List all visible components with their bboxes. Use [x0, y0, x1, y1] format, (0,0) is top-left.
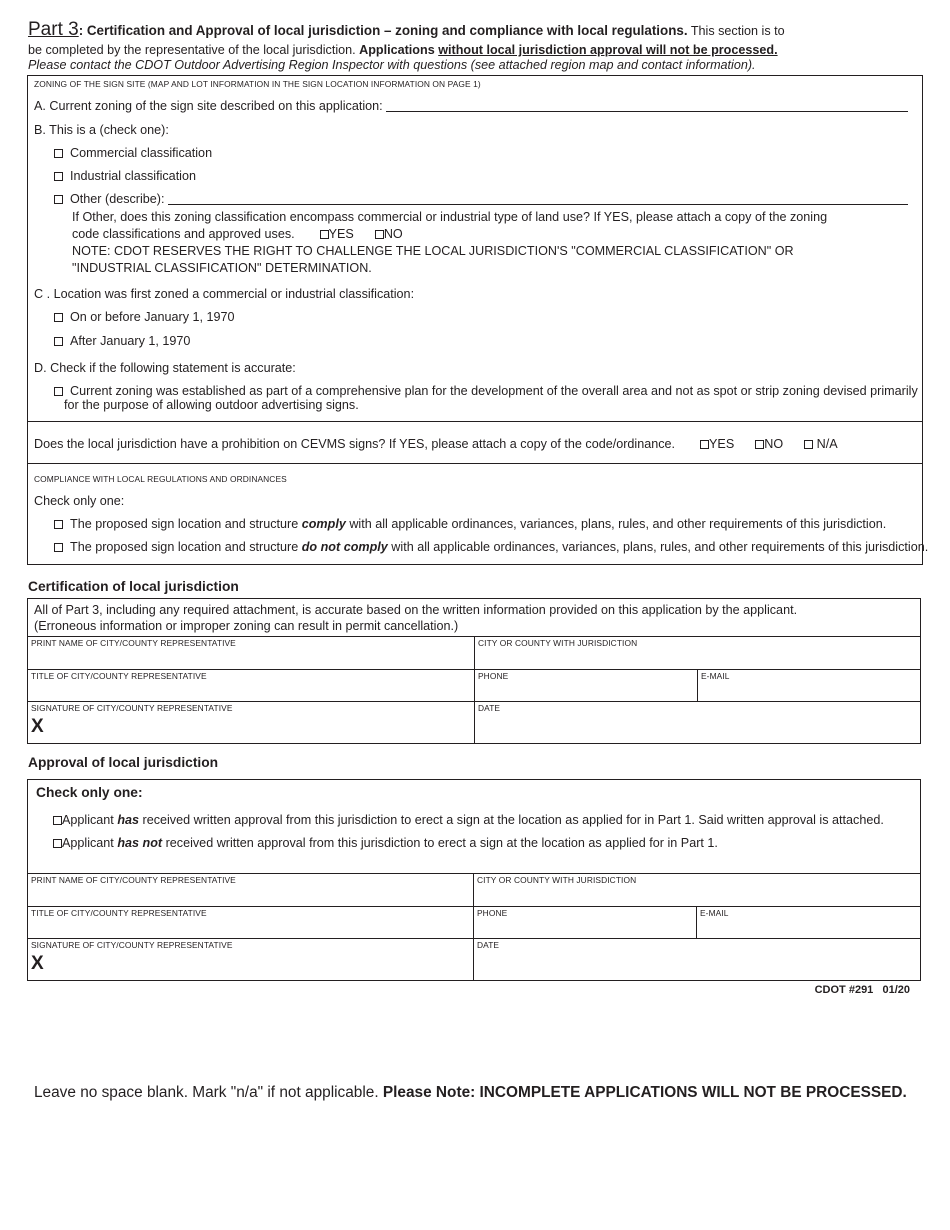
appr-signature-field[interactable]: SIGNATURE OF CITY/COUNTY REPRESENTATIVE: [31, 940, 233, 950]
appr-city-county-field[interactable]: CITY OR COUNTY WITH JURISDICTION: [477, 875, 637, 885]
approval-check-only: Check only one:: [36, 785, 143, 800]
part-number: Part 3: [28, 19, 79, 40]
appr-date-field[interactable]: DATE: [477, 940, 500, 950]
certification-title: Certification of local jurisdiction: [28, 579, 239, 594]
cevms-question: Does the local jurisdiction have a prohibition on CEVMS signs? If YES, please attach a copy of the code/ordinance. YES NO N/A: [34, 437, 838, 451]
cert-signature-field[interactable]: SIGNATURE OF CITY/COUNTY REPRESENTATIVE: [31, 703, 233, 713]
header-line-2: be completed by the representative of the local jurisdiction. Applications without local jurisdiction approval will not be processed.: [28, 43, 778, 57]
checkbox[interactable]: [804, 440, 813, 449]
divider: [696, 906, 697, 938]
approval-title: Approval of local jurisdiction: [28, 755, 219, 770]
divider: [27, 873, 921, 874]
cevms-yes-option[interactable]: YES: [700, 437, 734, 451]
divider: [697, 669, 698, 701]
option-has-not-approval[interactable]: Applicant has not received written approval from this jurisdiction to erect a sign at the location as applied for in Part 1.: [53, 835, 718, 851]
option-has-approval[interactable]: Applicant has received written approval from this jurisdiction to erect a sign at the location as applied for in Part 1. Said written approval is attached.: [53, 812, 884, 828]
checkbox[interactable]: [375, 230, 384, 239]
part-title-tail: This section is to: [687, 24, 785, 38]
cevms-na-option[interactable]: N/A: [804, 437, 838, 451]
zoning-heading: ZONING OF THE SIGN SITE (MAP AND LOT INFORMATION IN THE SIGN LOCATION INFORMATION ON PAGE 1): [34, 79, 481, 89]
checkbox[interactable]: [755, 440, 764, 449]
checkbox[interactable]: [54, 172, 63, 181]
appr-phone-field[interactable]: PHONE: [477, 908, 508, 918]
option-comply[interactable]: The proposed sign location and structure comply with all applicable ordinances, variances, plans, rules, and other requirements of this jurisdiction.: [54, 516, 886, 532]
checkbox[interactable]: [700, 440, 709, 449]
divider: [473, 873, 474, 981]
appr-title-field[interactable]: TITLE OF CITY/COUNTY REPRESENTATIVE: [31, 908, 207, 918]
cevms-no-option[interactable]: NO: [755, 437, 783, 451]
checkbox[interactable]: [54, 387, 63, 396]
option-other[interactable]: Other (describe):: [54, 191, 908, 207]
checkbox[interactable]: [320, 230, 329, 239]
compliance-check-only: Check only one:: [34, 494, 125, 508]
checkbox[interactable]: [54, 543, 63, 552]
comprehensive-plan-line-2: for the purpose of allowing outdoor advertising signs.: [64, 398, 359, 412]
option-comprehensive-plan[interactable]: Current zoning was established as part of a comprehensive plan for the development of the overall area and not as spot or strip zoning devised primarily: [54, 383, 918, 399]
divider: [474, 636, 475, 744]
header-line-3: Please contact the CDOT Outdoor Advertising Region Inspector with questions (see attached region map and contact information).: [28, 58, 756, 72]
appr-signature-x: X: [31, 953, 44, 974]
zoning-c: C . Location was first zoned a commercial or industrial classification:: [34, 287, 415, 301]
checkbox[interactable]: [53, 816, 62, 825]
cert-date-field[interactable]: DATE: [478, 703, 501, 713]
other-question: If Other, does this zoning classification encompass commercial or industrial type of land use? If YES, please attach a copy of the zoning code classifications and approved uses. YES NO NOTE: CDOT RESERVES THE RIGHT TO CHALLENGE THE LOCAL JURISDICTION'S "COMMERCIAL CLASSIFICATION" OR "INDUSTRIAL CLASSIFICATION" DETERMINATION.: [72, 210, 828, 275]
checkbox[interactable]: [54, 195, 63, 204]
part-header: [28, 19, 928, 40]
divider: [27, 463, 923, 464]
divider: [27, 938, 921, 939]
other-no-option[interactable]: NO: [375, 227, 403, 241]
option-before-1970[interactable]: On or before January 1, 1970: [54, 309, 235, 325]
footer-note: Leave no space blank. Mark "n/a" if not applicable. Please Note: INCOMPLETE APPLICATIONS WILL NOT BE PROCESSED.: [34, 1084, 907, 1101]
cert-title-field[interactable]: TITLE OF CITY/COUNTY REPRESENTATIVE: [31, 671, 207, 681]
form-id: CDOT #291 01/20: [814, 984, 910, 996]
option-industrial[interactable]: Industrial classification: [54, 168, 196, 184]
current-zoning-field[interactable]: [386, 99, 908, 112]
checkbox[interactable]: [54, 337, 63, 346]
zoning-a: A. Current zoning of the sign site described on this application:: [34, 98, 912, 114]
option-commercial[interactable]: Commercial classification: [54, 145, 212, 161]
option-after-1970[interactable]: After January 1, 1970: [54, 333, 190, 349]
checkbox[interactable]: [54, 149, 63, 158]
zoning-b: B. This is a (check one):: [34, 123, 169, 137]
certification-statement: All of Part 3, including any required attachment, is accurate based on the written information provided on this application by the applicant. (Erroneous information or improper zoning can result in permit cancellation.): [34, 603, 798, 633]
part-title: : Certification and Approval of local jurisdiction – zoning and compliance with local regulations.: [78, 23, 688, 38]
divider: [27, 906, 921, 907]
checkbox[interactable]: [54, 520, 63, 529]
other-describe-field[interactable]: [168, 192, 908, 205]
cert-print-name-field[interactable]: PRINT NAME OF CITY/COUNTY REPRESENTATIVE: [31, 638, 236, 648]
zoning-d: D. Check if the following statement is accurate:: [34, 361, 296, 375]
cert-email-field[interactable]: E-MAIL: [701, 671, 730, 681]
divider: [27, 421, 923, 422]
cert-city-county-field[interactable]: CITY OR COUNTY WITH JURISDICTION: [478, 638, 638, 648]
appr-email-field[interactable]: E-MAIL: [700, 908, 729, 918]
checkbox[interactable]: [54, 313, 63, 322]
cert-phone-field[interactable]: PHONE: [478, 671, 509, 681]
checkbox[interactable]: [53, 839, 62, 848]
other-yes-option[interactable]: YES: [320, 227, 354, 241]
compliance-heading: COMPLIANCE WITH LOCAL REGULATIONS AND ORDINANCES: [34, 474, 287, 484]
cert-signature-x: X: [31, 716, 44, 737]
appr-print-name-field[interactable]: PRINT NAME OF CITY/COUNTY REPRESENTATIVE: [31, 875, 236, 885]
option-do-not-comply[interactable]: The proposed sign location and structure do not comply with all applicable ordinances, variances, plans, rules, and other requirements of this jurisdiction.: [54, 539, 928, 555]
